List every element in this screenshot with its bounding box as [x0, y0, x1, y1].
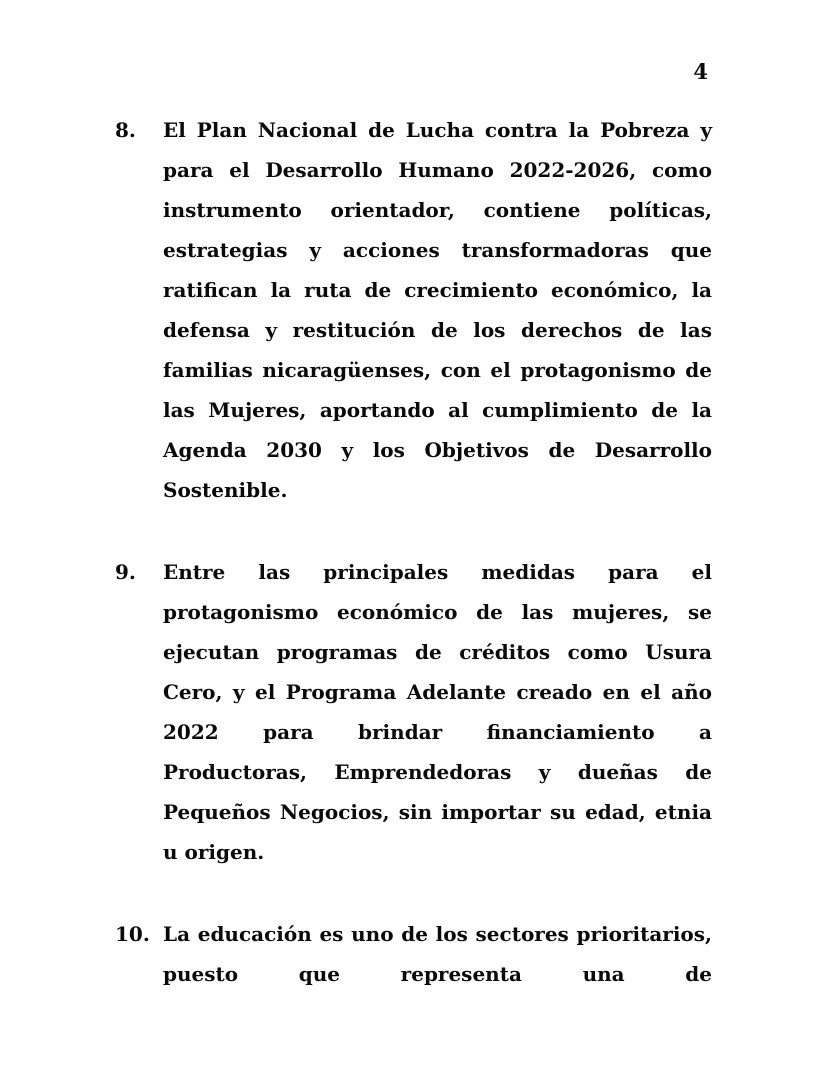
page-number: 4 — [693, 59, 708, 84]
paragraph-list — [115, 110, 712, 994]
paragraph-text: Entre las principales medidas para el protagonismo económico de las mujeres, se ejecutan programas de créditos como Usura Cero, y el Programa Adelante creado en el año 2022 para brindar financiamiento a Productoras, Emprendedoras y dueñas de Pequeños Negocios, sin importar su edad, etnia u origen. — [163, 560, 712, 864]
paragraph — [115, 110, 712, 510]
paragraph — [115, 914, 712, 994]
paragraph — [115, 552, 712, 872]
paragraph-number: 10. — [115, 922, 150, 946]
paragraph-text: El Plan Nacional de Lucha contra la Pobreza y para el Desarrollo Humano 2022-2026, como instrumento orientador, contiene políticas, estrategias y acciones transformadoras que ratifican la ruta de crecimiento económico, la defensa y restitución de los derechos de las familias nicaragüenses, con el protagonismo de las Mujeres, aportando al cumplimiento de la Agenda 2030 y los Objetivos de Desarrollo Sostenible. — [163, 118, 712, 502]
paragraph-text: La educación es uno de los sectores prioritarios, puesto que representa una de — [163, 922, 712, 986]
paragraph-number: 8. — [115, 118, 136, 142]
paragraph-number: 9. — [115, 560, 136, 584]
